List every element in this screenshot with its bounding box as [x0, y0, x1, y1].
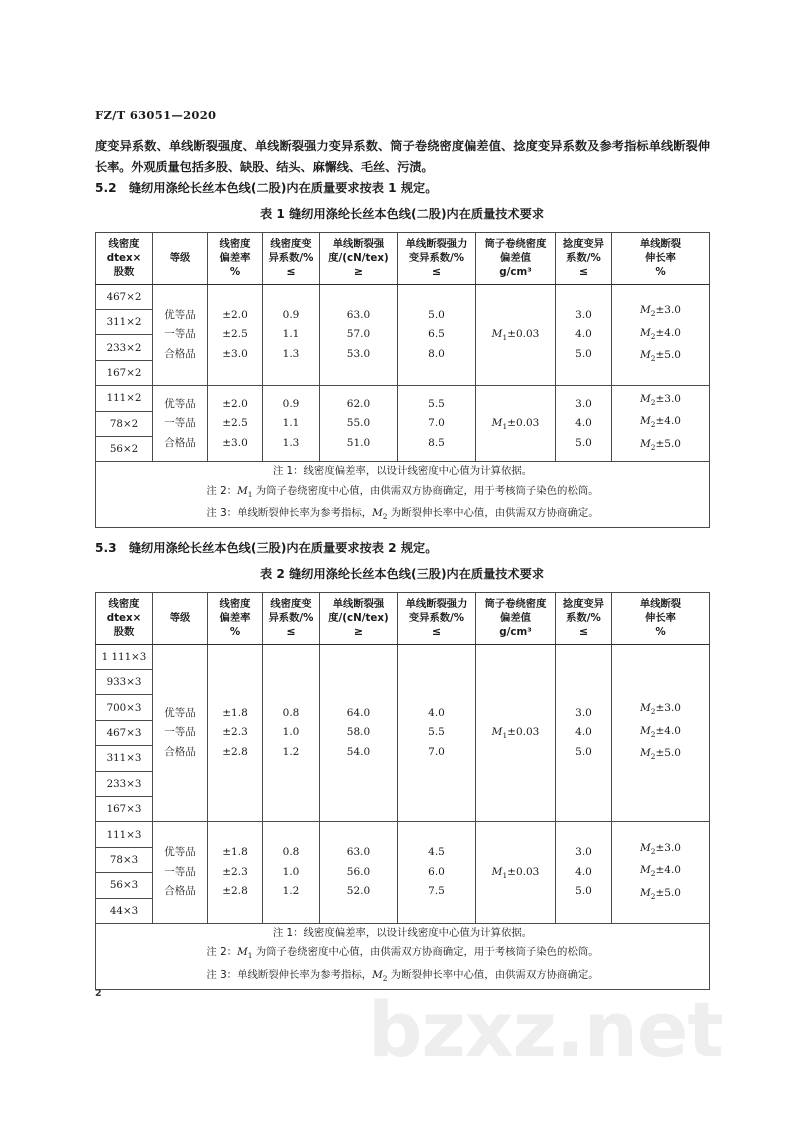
section-5-3-number: 5.3	[95, 541, 117, 555]
cell-density-cv: 0.8 1.0 1.2	[263, 644, 320, 822]
cell-winding-density: $M_1\pm 0.03$	[476, 386, 556, 462]
th-winding-density: 筒子卷绕密度 偏差值 g/cm³	[476, 593, 556, 645]
cell-breaking-strength: 62.0 55.0 51.0	[320, 386, 398, 462]
section-5-2-text: 缝纫用涤纶长丝本色线(二股)内在质量要求按表 1 规定。	[129, 181, 438, 195]
th-linear-density: 线密度 dtex× 股数	[96, 233, 153, 285]
cell-linear-density: 78×2	[96, 411, 153, 436]
cell-linear-density: 467×3	[96, 720, 153, 745]
th-density-deviation: 线密度 偏差率 %	[208, 233, 263, 285]
cell-grade: 优等品 一等品 合格品	[153, 284, 208, 386]
cell-strength-cv: 5.0 6.5 8.0	[398, 284, 476, 386]
table-row	[96, 822, 710, 847]
cell-strength-cv: 5.5 7.0 8.5	[398, 386, 476, 462]
page-number: 2	[95, 988, 102, 999]
body-paragraph-1: 度变异系数、单线断裂强度、单线断裂强力变异系数、筒子卷绕密度偏差值、捻度变异系数及参考指标单线断裂伸长率。外观质量包括多股、缺股、结头、麻懈线、毛丝、污渍。	[95, 139, 710, 174]
th-twist-cv: 捻度变异 系数/% ≤	[556, 233, 612, 285]
standard-code: FZ/T 63051—2020	[95, 108, 217, 122]
cell-density-deviation: ±1.8 ±2.3 ±2.8	[208, 822, 263, 924]
cell-elongation: $M_2\pm 3.0$ $M_2\pm 4.0$ $M_2\pm 5.0$	[612, 284, 710, 386]
cell-linear-density: 311×3	[96, 746, 153, 771]
cell-twist-cv: 3.0 4.0 5.0	[556, 644, 612, 822]
cell-elongation: $M_2\pm 3.0$ $M_2\pm 4.0$ $M_2\pm 5.0$	[612, 386, 710, 462]
cell-breaking-strength: 63.0 56.0 52.0	[320, 822, 398, 924]
th-breaking-strength: 单线断裂强 度/(cN/tex) ≥	[320, 593, 398, 645]
cell-grade: 优等品 一等品 合格品	[153, 386, 208, 462]
th-twist-cv: 捻度变异 系数/% ≤	[556, 593, 612, 645]
cell-linear-density: 700×3	[96, 695, 153, 720]
cell-linear-density: 56×3	[96, 873, 153, 898]
cell-strength-cv: 4.0 5.5 7.0	[398, 644, 476, 822]
cell-twist-cv: 3.0 4.0 5.0	[556, 386, 612, 462]
th-strength-cv: 单线断裂强力 变异系数/% ≤	[398, 233, 476, 285]
cell-density-deviation: ±2.0 ±2.5 ±3.0	[208, 386, 263, 462]
cell-density-cv: 0.8 1.0 1.2	[263, 822, 320, 924]
cell-elongation: $M_2\pm 3.0$ $M_2\pm 4.0$ $M_2\pm 5.0$	[612, 644, 710, 822]
cell-linear-density: 44×3	[96, 898, 153, 923]
table-notes	[96, 462, 710, 528]
cell-winding-density: $M_1\pm 0.03$	[476, 822, 556, 924]
cell-linear-density: 233×2	[96, 335, 153, 360]
table-2-body	[96, 644, 710, 989]
table-1-header-row	[96, 233, 710, 285]
cell-elongation: $M_2\pm 3.0$ $M_2\pm 4.0$ $M_2\pm 5.0$	[612, 822, 710, 924]
table-2-wrapper	[95, 592, 709, 990]
th-density-cv: 线密度变 异系数/% ≤	[263, 233, 320, 285]
cell-twist-cv: 3.0 4.0 5.0	[556, 284, 612, 386]
table-1-wrapper	[95, 232, 709, 528]
cell-linear-density: 78×3	[96, 847, 153, 872]
table-row	[96, 284, 710, 309]
cell-linear-density: 933×3	[96, 670, 153, 695]
cell-density-cv: 0.9 1.1 1.3	[263, 284, 320, 386]
th-elongation: 单线断裂 伸长率 %	[612, 233, 710, 285]
section-5-3	[95, 538, 710, 559]
table-2-header-row	[96, 593, 710, 645]
th-linear-density: 线密度 dtex× 股数	[96, 593, 153, 645]
cell-breaking-strength: 63.0 57.0 53.0	[320, 284, 398, 386]
cell-linear-density: 56×2	[96, 436, 153, 461]
th-grade: 等级	[153, 233, 208, 285]
th-density-deviation: 线密度 偏差率 %	[208, 593, 263, 645]
note-line: 注 2：$M_1$ 为筒子卷绕密度中心值，由供需双方协商确定，用于考核筒子染色的松筒。	[206, 484, 599, 499]
cell-density-cv: 0.9 1.1 1.3	[263, 386, 320, 462]
th-elongation: 单线断裂 伸长率 %	[612, 593, 710, 645]
note-line: 注 3：单线断裂伸长率为参考指标，$M_2$ 为断裂伸长率中心值，由供需双方协商确定。	[206, 507, 599, 522]
th-density-cv: 线密度变 异系数/% ≤	[263, 593, 320, 645]
cell-strength-cv: 4.5 6.0 7.5	[398, 822, 476, 924]
cell-linear-density: 467×2	[96, 284, 153, 309]
note-line: 注 2：$M_1$ 为筒子卷绕密度中心值，由供需双方协商确定，用于考核筒子染色的松筒。	[206, 946, 599, 961]
th-strength-cv: 单线断裂强力 变异系数/% ≤	[398, 593, 476, 645]
cell-linear-density: 1 111×3	[96, 644, 153, 669]
table-notes-row	[96, 462, 710, 528]
table-notes-row	[96, 923, 710, 989]
cell-winding-density: $M_1\pm 0.03$	[476, 644, 556, 822]
note-line: 注 3：单线断裂伸长率为参考指标，$M_2$ 为断裂伸长率中心值，由供需双方协商确定。	[206, 968, 599, 984]
table-2	[95, 592, 710, 990]
cell-linear-density: 167×3	[96, 796, 153, 821]
cell-grade: 优等品 一等品 合格品	[153, 822, 208, 924]
table-row	[96, 386, 710, 411]
cell-linear-density: 311×2	[96, 310, 153, 335]
section-5-2-number: 5.2	[95, 181, 117, 195]
note-line: 注 1：线密度偏差率，以设计线密度中心值为计算依据。	[272, 926, 533, 939]
section-5-2	[95, 178, 710, 199]
section-5-3-text: 缝纫用涤纶长丝本色线(三股)内在质量要求按表 2 规定。	[129, 541, 438, 555]
table-1-body	[96, 284, 710, 527]
th-grade: 等级	[153, 593, 208, 645]
cell-grade: 优等品 一等品 合格品	[153, 644, 208, 822]
table-notes	[96, 923, 710, 989]
table-2-caption: 表 2 缝纫用涤纶长丝本色线(三股)内在质量技术要求	[259, 567, 545, 581]
watermark: bzxz.net	[368, 985, 723, 1074]
cell-density-deviation: ±1.8 ±2.3 ±2.8	[208, 644, 263, 822]
cell-linear-density: 233×3	[96, 771, 153, 796]
cell-density-deviation: ±2.0 ±2.5 ±3.0	[208, 284, 263, 386]
cell-linear-density: 167×2	[96, 360, 153, 385]
th-breaking-strength: 单线断裂强 度/(cN/tex) ≥	[320, 233, 398, 285]
note-line: 注 1：线密度偏差率，以设计线密度中心值为计算依据。	[272, 465, 533, 478]
cell-winding-density: $M_1\pm 0.03$	[476, 284, 556, 386]
table-1-caption: 表 1 缝纫用涤纶长丝本色线(二股)内在质量技术要求	[259, 207, 545, 221]
table-row	[96, 644, 710, 669]
cell-breaking-strength: 64.0 58.0 54.0	[320, 644, 398, 822]
cell-linear-density: 111×3	[96, 822, 153, 847]
cell-linear-density: 111×2	[96, 386, 153, 411]
table-1	[95, 232, 710, 528]
th-winding-density: 筒子卷绕密度 偏差值 g/cm³	[476, 233, 556, 285]
cell-twist-cv: 3.0 4.0 5.0	[556, 822, 612, 924]
